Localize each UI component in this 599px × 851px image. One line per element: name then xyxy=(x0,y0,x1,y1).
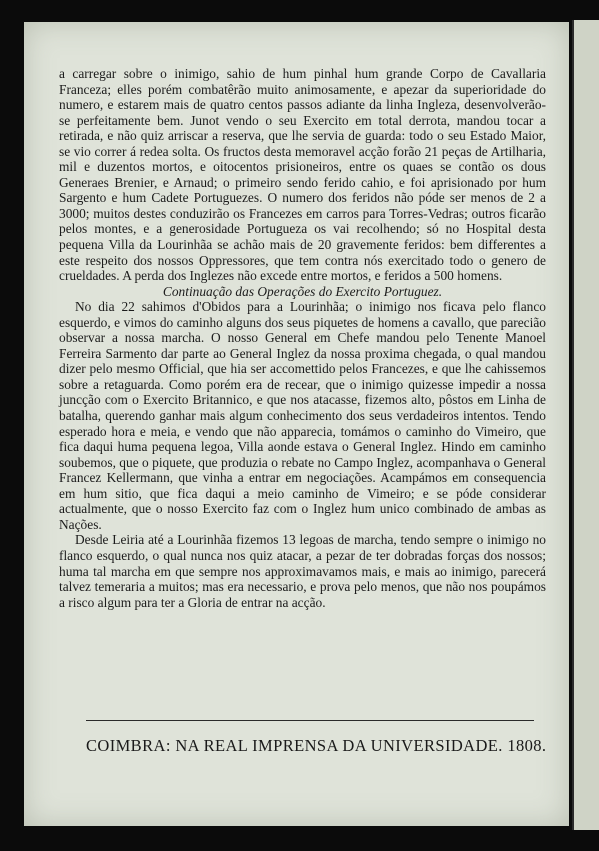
page-body xyxy=(59,66,546,610)
section-heading: Continuação das Operações do Exercito Portuguez. xyxy=(162,283,443,299)
adjacent-page-edge xyxy=(572,20,599,830)
paragraph-2: No dia 22 sahimos d'Obidos para a Lourinhãa; o inimigo nos ficava pelo flanco esquerdo, e vimos do caminho alguns dos seus piquetes de homens a cavallo, que parecião observar a nossa marcha. O nosso General em Chefe mandou pelo Tenente Manoel Ferreira Sarmento dar parte ao General Inglez da nossa proxima chegada, o qual mandou dizer pelo mesmo Official, que hia ser accomettido pelos Francezes, e que lhe cahissemos sobre a retaguarda. Como porém era de recear, que o inimigo quizesse impedir a nossa juncção com o Exercito Britannico, e que nos atacasse, fizemos alto, pôstos em Linha de batalha, querendo ganhar mais algum conhecimento dos seus verdadeiros intentos. Tendo esperado hora e meia, e vendo que não apparecia, tomámos o caminho do Vimeiro, que fica daqui huma pequena legoa, Villa aonde estava o General Inglez. Hindo em caminho soubemos, que o piquete, que produzia o rebate no Campo Inglez, acompanhava o General Francez Kellermann, que vinha a entrar em negociações. Acampámos em consequencia em hum sitio, que fica daqui a meio caminho de Vimeiro; e se póde considerar actualmente, que o nosso Exercito faz com o Inglez hum unico combinado de ambas as Nações. xyxy=(59,299,546,532)
paragraph-1: a carregar sobre o inimigo, sahio de hum pinhal hum grande Corpo de Cavallaria Franceza; elles porém combatêrão muito animosamente, e apezar da superioridade do numero, e estarem mais de quatro centos passos adiante da linha Ingleza, desenvolverão-se perfeitamente bem. Junot vendo o seu Exercito em total derrota, mandou tocar a retirada, e não quiz arriscar a reserva, que lhe servia de guarda: todo o seu Estado Maior, se vio correr á redea solta. Os fructos desta memoravel acção forão 21 peças de Artilharia, mil e duzentos mortos, e oitocentos prisioneiros, entre os quaes se contão os dous Generaes Brenier, e Arnaud; o primeiro sendo ferido cahio, e foi aprisionado por hum Sargento e hum Cadete Portuguezes. O numero dos feridos não póde ser menos de 2 a 3000; muitos destes conduzirão os Francezes em carros para Torres-Vedras; outros ficarão pelos montes, e a generosidade Portugueza os vai recolhendo; só no Hospital desta pequena Villa da Lourinhãa se achão mais de 20 gravemente feridos: bem differentes a este respeito dos nossos Oppressores, que tem contra nós exercitado todo o genero de crueldades. A perda dos Inglezes não excede entre mortos, e feridos a 500 homens. xyxy=(59,66,546,284)
footer-rule xyxy=(86,720,534,721)
imprint-line: COIMBRA: NA REAL IMPRENSA DA UNIVERSIDADE. 1808. xyxy=(86,736,547,755)
paragraph-3: Desde Leiria até a Lourinhãa fizemos 13 legoas de marcha, tendo sempre o inimigo no flanco esquerdo, o qual nunca nos quiz atacar, a pezar de ter dobradas forças dos nossos; huma tal marcha em que sempre nos approximavamos mais, e mais ao inimigo, parecerá talvez temeraria a muitos; mas era necessario, e prova pelo menos, que não nos poupámos a risco algum para ter a Gloria de entrar na acção. xyxy=(59,532,546,610)
